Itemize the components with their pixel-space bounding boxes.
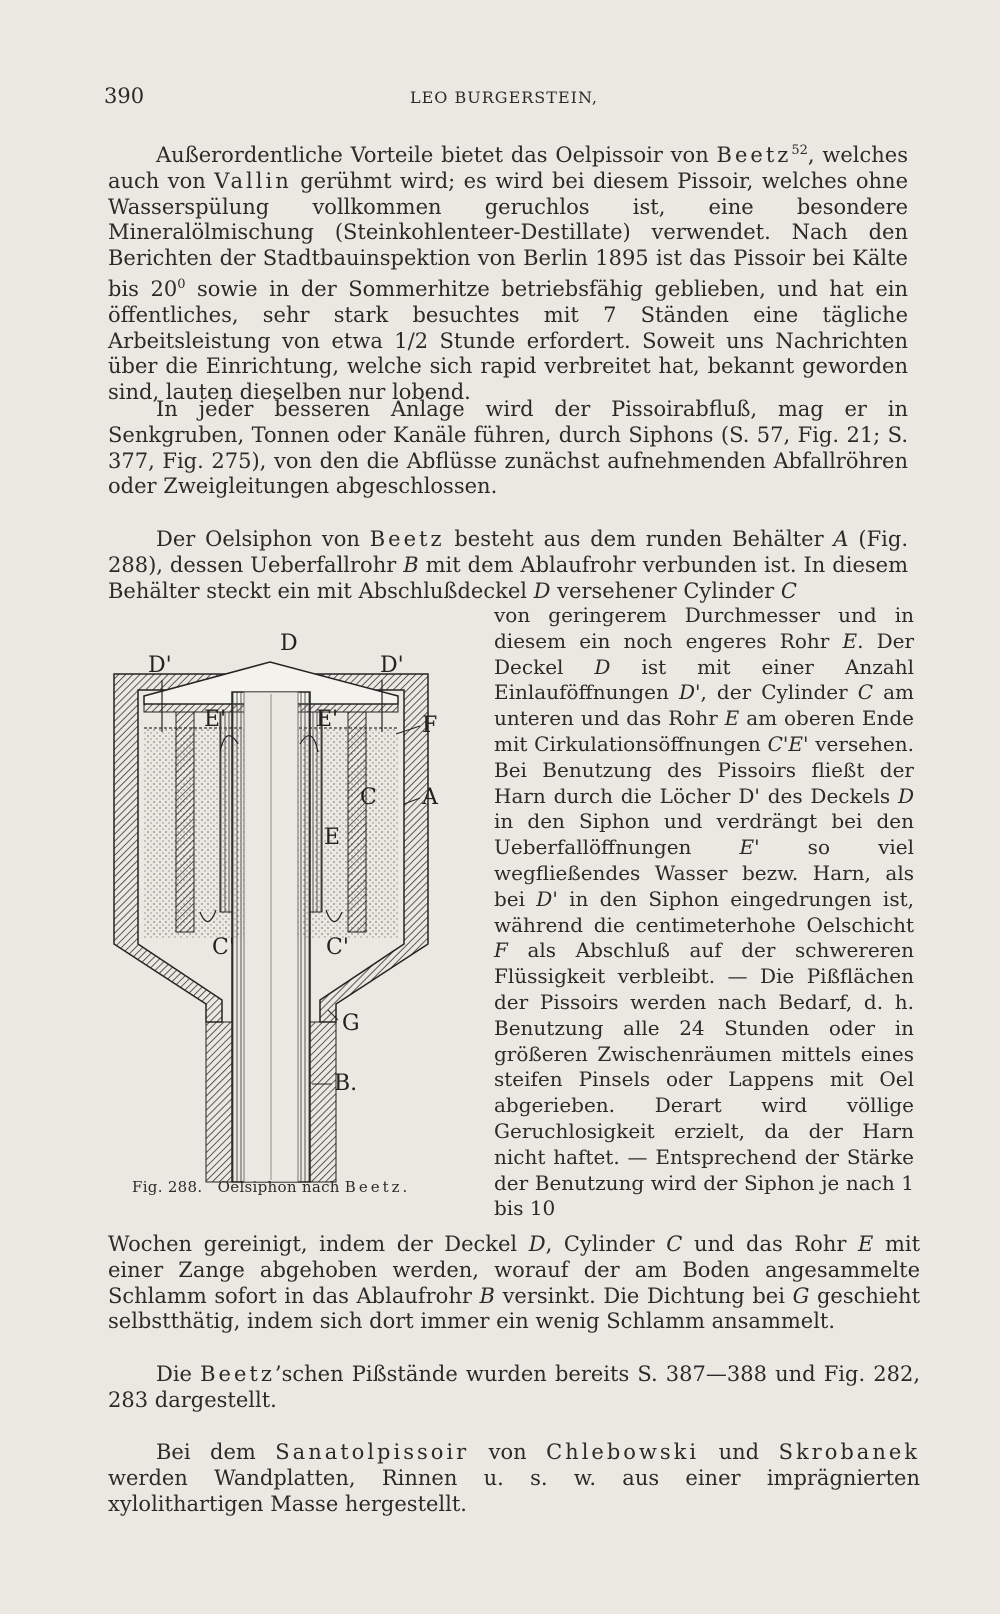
paragraph-siphons: In jeder besseren Anlage wird der Pissoirabfluß, mag er in Senkgruben, Tonnen oder Kanäle führen, durch Siphons (S. 57, Fig. 21; S. 377, Fig. 275), von den die Abflüsse zunächst aufnehmenden Abfallröhren oder Zweigleitungen abgeschlossen.: [108, 397, 908, 499]
label-b: B.: [334, 1071, 358, 1096]
label-d-prime-right: D': [380, 653, 404, 678]
person-name: Beetz: [200, 1362, 275, 1386]
person-name: Skrobanek: [778, 1440, 920, 1464]
siphon-diagram: [104, 632, 494, 1187]
label-e-prime-left: E': [204, 707, 227, 732]
label-c-prime-left: C': [212, 935, 235, 960]
paragraph-beetz-stands: Die Beetz’schen Pißstände wurden bereits S. 387—388 und Fig. 282, 283 dargestellt.: [108, 1362, 921, 1412]
paragraph-sanatolpissoir: Bei dem Sanatolpissoir von Chlebowski und Skrobanek werden Wandplatten, Rinnen u. s. w. aus einer imprägnierten xylolithartigen Masse hergestellt.: [108, 1440, 920, 1516]
outlet-wall-left: [206, 1022, 232, 1182]
person-name: Beetz: [369, 527, 445, 551]
label-g: G: [342, 1011, 360, 1036]
label-d: D: [280, 632, 298, 656]
cylinder-c-right: [348, 712, 366, 932]
figure-288-oelsiphon: [104, 632, 494, 1187]
label-e-prime-right: E': [316, 707, 339, 732]
page-number: 390: [104, 84, 145, 108]
person-name: Vallin: [214, 168, 292, 193]
paragraph-oelpissoir: Außerordentliche Vorteile bietet das Oelpissoir von Beetz$^{52}$, welches auch von Vallin gerühmt wird; es wird bei diesem Pissoir, welches ohne Wasserspülung vollkommen geruchlos ist, eine besondere Mineralölmischung (Steinkohlenteer-Destillate) verwendet. Nach den Berichten der Stadtbauinspektion von Berlin 1895 ist das Pissoir bei Kälte bis $20^0$ sowie in der Sommerhitze betriebsfähig geblieben, und hat ein öffentliches, sehr stark besuchtes mit 7 Ständen eine tägliche Arbeitsleistung von etwa 1/2 Stunde erfordert. Soweit uns Nachrichten über die Einrichtung, welche sich rapid verbreitet hat, bekannt geworden sind, lauten dieselben nur lobend.: [108, 143, 909, 405]
right-column-text: von geringerem Durchmesser und in diesem ein noch engeres Rohr E. Der Deckel D ist mit einer Anzahl Einlauföffnungen D', der Cylinder C am unteren und das Rohr E am oberen Ende mit Cirkulationsöffnungen C'E' versehen. Bei Benutzung des Pissoirs fließt der Harn durch die Löcher D' des Deckels D in den Siphon und verdrängt bei den Ueberfallöffnungen E' so viel wegfließendes Wasser bezw. Harn, als bei D' in den Siphon eingedrungen ist, während die centimeterhohe Oelschicht F als Abschluß auf der schwereren Flüssigkeit verbleibt. — Die Pißflächen der Pissoirs werden nach Bedarf, d. h. Benutzung alle 24 Stunden oder in größeren Zwischenräumen mittels eines steifen Pinsels oder Lappens mit Oel abgerieben. Derart wird völlige Geruchlosigkeit erzielt, da der Harn nicht haftet. — Entsprechend der Stärke der Benutzung wird der Siphon je nach 1 bis 10: [494, 603, 915, 1221]
tube-e-left: [220, 712, 232, 912]
label-c: C: [360, 785, 377, 810]
label-d-prime-left: D': [148, 653, 172, 678]
person-name: Beetz: [716, 143, 792, 167]
tube-e-right: [310, 712, 322, 912]
label-f: F: [422, 713, 438, 738]
running-title: LEO BURGERSTEIN,: [410, 88, 598, 107]
person-name: Chlebowski: [546, 1440, 700, 1464]
label-a: A: [422, 785, 438, 810]
outlet-wall-right: [310, 1022, 336, 1182]
paragraph-oelsiphon: Der Oelsiphon von Beetz besteht aus dem runden Behälter A (Fig. 288), dessen Ueberfallrohr B mit dem Ablaufrohr verbunden ist. In diesem Behälter steckt ein mit Abschlußdeckel D versehener Cylinder C: [108, 527, 909, 603]
page-header: [104, 84, 904, 114]
label-e: E: [324, 825, 341, 850]
paragraph-cleaning: Wochen gereinigt, indem der Deckel D, Cylinder C und das Rohr E mit einer Zange abgehoben werden, worauf der am Boden angesammelte Schlamm sofort in das Ablaufrohr B versinkt. Die Dichtung bei G geschieht selbstthätig, indem sich dort immer ein wenig Schlamm ansammelt.: [108, 1232, 921, 1334]
figure-caption: Fig. 288. Oelsiphon nach Beetz.: [132, 1178, 408, 1196]
label-c-prime-right: C': [326, 935, 349, 960]
cylinder-c-left: [176, 712, 194, 932]
